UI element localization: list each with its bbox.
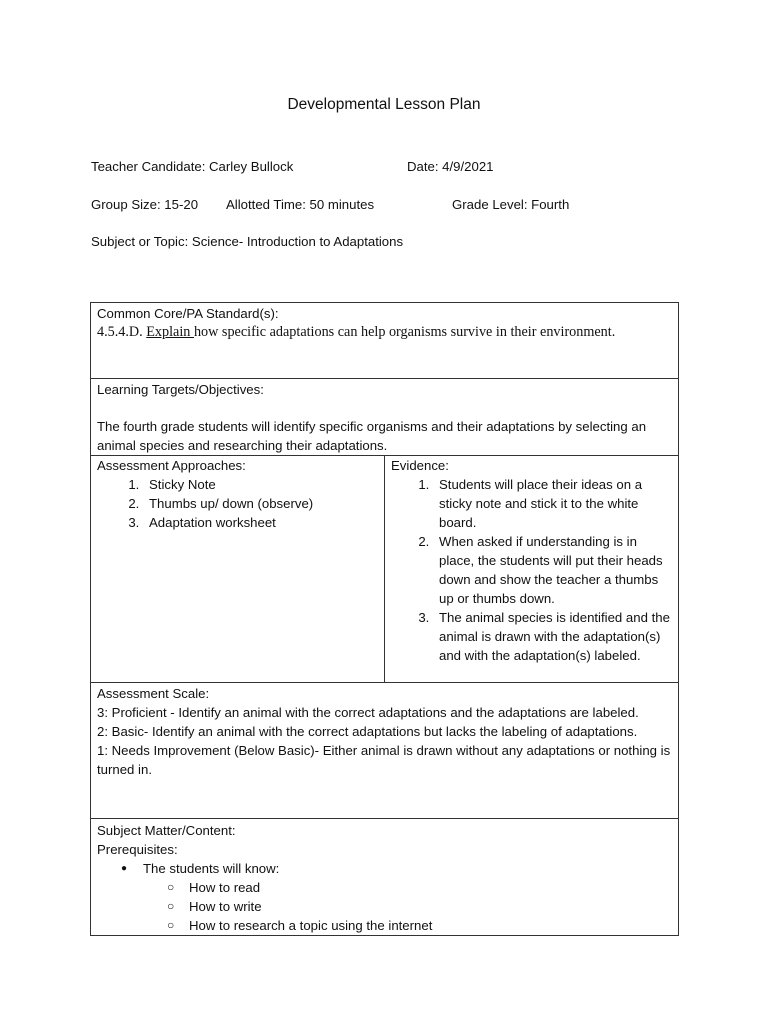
objectives-row <box>91 379 679 456</box>
evidence-cell <box>385 456 679 683</box>
lesson-plan-table <box>90 302 679 936</box>
objectives-text: The fourth grade students will identify specific organisms and their adaptations by selecting an animal species and researching their adaptations. <box>97 419 647 453</box>
assessment-list <box>97 475 378 532</box>
evidence-item: 2. When asked if understanding is in place, the students will put their heads down and show the teacher a thumbs up or thumbs down. <box>433 532 672 608</box>
subject-matter-cell <box>91 819 679 936</box>
scale-row <box>91 683 679 819</box>
objectives-heading: Learning Targets/Objectives: <box>97 382 264 397</box>
lesson-date: Date: 4/9/2021 <box>407 159 494 174</box>
content-subitems <box>143 878 672 935</box>
standards-heading: Common Core/PA Standard(s): <box>97 306 279 321</box>
assessment-item: 3. Adaptation worksheet <box>143 513 378 532</box>
content-bullets <box>97 859 672 935</box>
subject-topic: Subject or Topic: Science- Introduction to Adaptations <box>91 234 404 249</box>
document-title: Developmental Lesson Plan <box>287 96 481 113</box>
standards-text: 4.5.4.D. Explain how specific adaptations can help organisms survive in their environment. <box>97 324 616 340</box>
assessment-item: 1. Sticky Note <box>143 475 378 494</box>
grade-level: Grade Level: Fourth <box>452 197 570 212</box>
content-heading: Subject Matter/Content: <box>97 823 236 838</box>
scale-line: 1: Needs Improvement (Below Basic)- Either animal is drawn without any adaptations or nothing is turned in. <box>97 743 671 777</box>
subitem: ○ How to research a topic using the internet <box>189 916 672 935</box>
bullet-text: The students will know: <box>143 861 280 876</box>
evidence-list <box>391 475 672 665</box>
objectives-cell <box>91 379 679 456</box>
evidence-item: 1. Students will place their ideas on a sticky note and stick it to the white board. <box>433 475 672 532</box>
content-row <box>91 819 679 936</box>
standards-row <box>91 303 679 379</box>
standards-cell <box>91 303 679 379</box>
allotted-time: Allotted Time: 50 minutes <box>226 197 375 212</box>
assessment-item: 2. Thumbs up/ down (observe) <box>143 494 378 513</box>
scale-heading: Assessment Scale: <box>97 686 210 701</box>
assessment-scale-cell <box>91 683 679 819</box>
scale-line: 2: Basic- Identify an animal with the correct adaptations but lacks the labeling of adaptations. <box>97 724 638 739</box>
teacher-candidate: Teacher Candidate: Carley Bullock <box>91 159 294 174</box>
evidence-item: 3. The animal species is identified and the animal is drawn with the adaptation(s) and with the adaptation(s) labeled. <box>433 608 672 665</box>
evidence-heading: Evidence: <box>391 458 449 473</box>
assessment-approaches-cell <box>91 456 385 683</box>
subitem: ○ How to write <box>189 897 672 916</box>
bullet-item <box>141 859 672 935</box>
group-size: Group Size: 15-20 <box>91 197 199 212</box>
prerequisites-label: Prerequisites: <box>97 842 178 857</box>
subitem: ○ How to read <box>189 878 672 897</box>
assessment-heading: Assessment Approaches: <box>97 458 246 473</box>
scale-line: 3: Proficient - Identify an animal with the correct adaptations and the adaptations are labeled. <box>97 705 639 720</box>
assessment-row <box>91 456 679 683</box>
